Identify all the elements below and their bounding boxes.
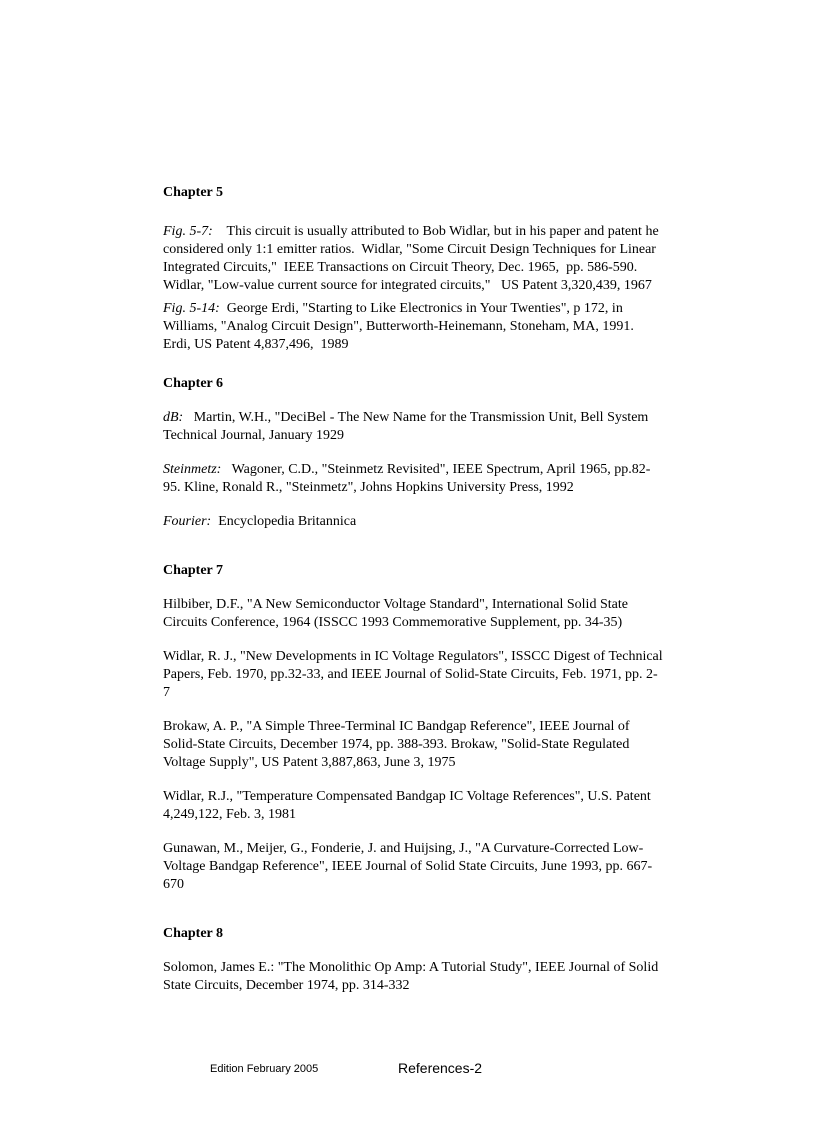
chapter-7-section	[163, 562, 663, 894]
chapter-8-heading: Chapter 8	[163, 926, 224, 941]
chapter-5-section	[163, 184, 663, 354]
reference-item: Hilbiber, D.F., "A New Semiconductor Voltage Standard", International Solid State Circuits Conference, 1964 (ISSCC 1993 Commemorative Supplement, pp. 34-35)	[163, 597, 628, 630]
chapter-6-section	[163, 375, 663, 531]
reference-steinmetz	[163, 461, 663, 497]
footer-edition: Edition February 2005	[210, 1063, 319, 1075]
reference-fig-5-7	[163, 223, 663, 295]
reference-item: Gunawan, M., Meijer, G., Fonderie, J. and Huijsing, J., "A Curvature-Corrected Low-Voltage Bandgap Reference", IEEE Journal of Solid State Circuits, June 1993, pp. 667-670	[163, 841, 653, 892]
reference-label: Fourier:	[163, 514, 212, 529]
reference-db	[163, 409, 663, 445]
reference-fig-5-14	[163, 300, 663, 354]
reference-item: Brokaw, A. P., "A Simple Three-Terminal IC Bandgap Reference", IEEE Journal of Solid-State Circuits, December 1974, pp. 388-393. Brokaw, "Solid-State Regulated Voltage Supply", US Patent 3,887,863, June 3, 1975	[163, 719, 630, 770]
reference-label: dB:	[163, 410, 184, 425]
reference-label: Steinmetz:	[163, 462, 222, 477]
reference-text: Martin, W.H., "DeciBel - The New Name for the Transmission Unit, Bell System Technical Journal, January 1929	[163, 410, 652, 443]
reference-text: This circuit is usually attributed to Bob Widlar, but in his paper and patent he considered only 1:1 emitter ratios. Widlar, "Some Circuit Design Techniques for Linear Integrated Circuits," IEEE Transactions on Circuit Theory, Dec. 1965, pp. 586-590. Widlar, "Low-value current source for integrated circuits," US Patent 3,320,439, 1967	[163, 224, 663, 293]
reference-label: Fig. 5-14:	[163, 301, 220, 316]
chapter-8-section	[163, 925, 663, 995]
chapter-5-heading: Chapter 5	[163, 185, 224, 200]
reference-item: Widlar, R.J., "Temperature Compensated Bandgap IC Voltage References", U.S. Patent 4,249,122, Feb. 3, 1981	[163, 789, 651, 822]
chapter-7-heading: Chapter 7	[163, 563, 224, 578]
footer-page-label: References-2	[398, 1060, 483, 1076]
references-body	[163, 184, 663, 995]
reference-text: Encyclopedia Britannica	[211, 514, 357, 529]
reference-label: Fig. 5-7:	[163, 224, 213, 239]
reference-text: George Erdi, "Starting to Like Electronics in Your Twenties", p 172, in Williams, "Analog Circuit Design", Butterworth-Heinemann, Stoneham, MA, 1991. Erdi, US Patent 4,837,496, 1989	[163, 301, 641, 352]
chapter-6-heading: Chapter 6	[163, 376, 224, 391]
reference-item: Solomon, James E.: "The Monolithic Op Amp: A Tutorial Study", IEEE Journal of Solid State Circuits, December 1974, pp. 314-332	[163, 960, 659, 993]
reference-fourier	[163, 513, 663, 531]
reference-item: Widlar, R. J., "New Developments in IC Voltage Regulators", ISSCC Digest of Technical Papers, Feb. 1970, pp.32-33, and IEEE Journal of Solid-State Circuits, Feb. 1971, pp. 2-7	[163, 649, 663, 700]
reference-text: Wagoner, C.D., "Steinmetz Revisited", IEEE Spectrum, April 1965, pp.82-95. Kline, Ronald R., "Steinmetz", Johns Hopkins University Press, 1992	[163, 462, 651, 495]
